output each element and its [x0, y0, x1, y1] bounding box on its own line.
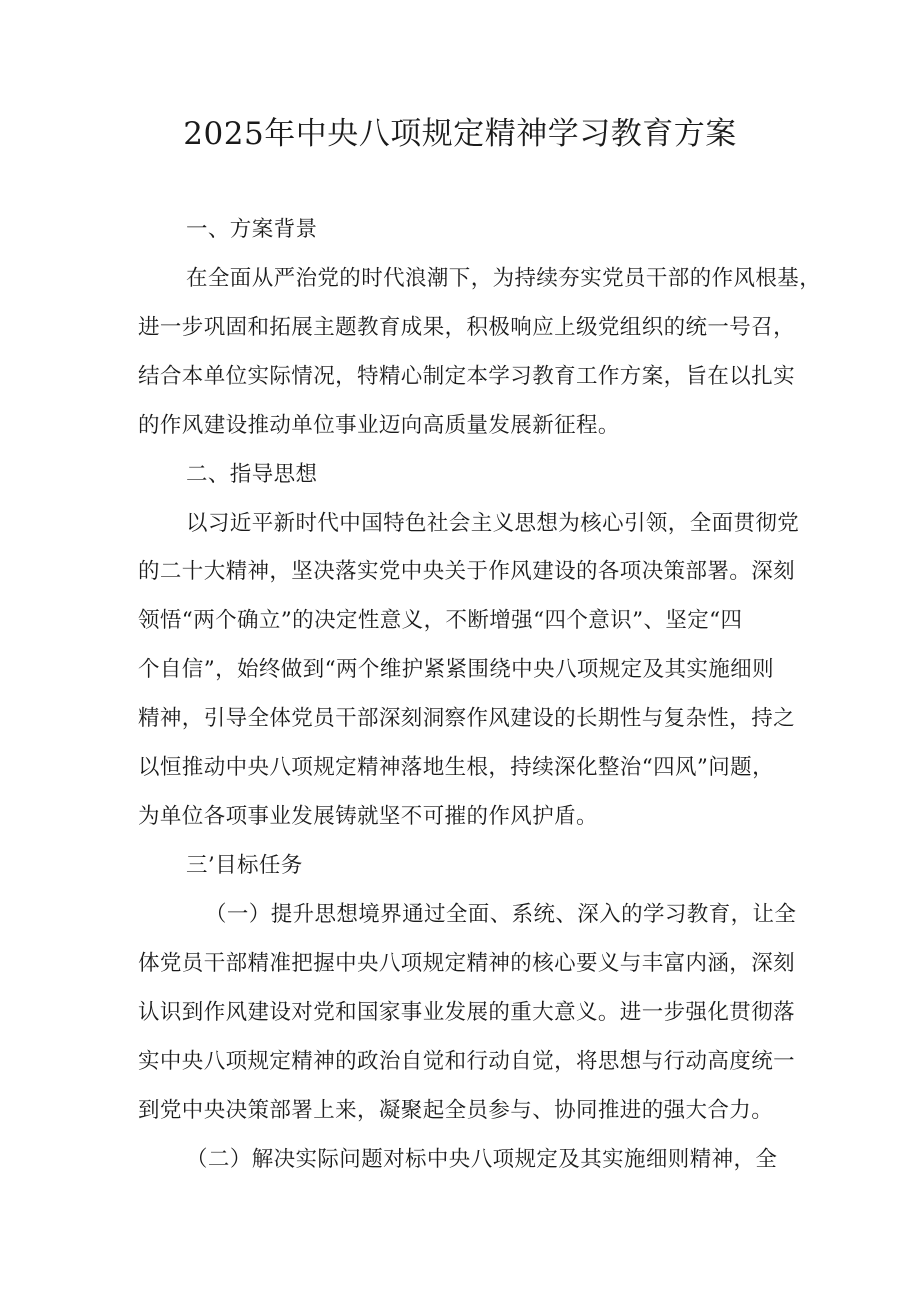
section-heading-guiding-thought: 二、指导思想: [186, 462, 318, 487]
paragraph-line: 个自信”，始终做到“两个维护紧紧围绕中央八项规定及其实施细则: [138, 657, 774, 682]
paragraph-line: （一）提升思想境界通过全面、系统、深入的学习教育，让全: [205, 902, 797, 927]
paragraph-line: 实中央八项规定精神的政治自觉和行动自觉，将思想与行动高度统一: [138, 1049, 796, 1074]
paragraph-line: 以恒推动中央八项规定精神落地生根，持续深化整治“四风”问题，: [138, 755, 774, 780]
paragraph-line: 到党中央决策部署上来，凝聚起全员参与、协同推进的强大合力。: [138, 1098, 774, 1123]
paragraph-line: 以习近平新时代中国特色社会主义思想为核心引领，全面贯彻党: [186, 511, 800, 536]
paragraph-line: 进一步巩固和拓展主题教育成果，积极响应上级党组织的统一号召，: [138, 315, 796, 340]
section-heading-goals: 三’目标任务: [186, 853, 303, 878]
paragraph-line: （二）解决实际问题对标中央八项规定及其实施细则精神，全: [186, 1147, 778, 1172]
paragraph-line: 在全面从严治党的时代浪潮下，为持续夯实党员干部的作风根基，: [186, 266, 822, 291]
paragraph-line: 结合本单位实际情况，特精心制定本学习教育工作方案，旨在以扎实: [138, 364, 796, 389]
paragraph-line: 的作风建设推动单位事业迈向高质量发展新征程。: [138, 413, 620, 438]
paragraph-line: 精神，引导全体党员干部深刻洞察作风建设的长期性与复杂性，持之: [138, 706, 796, 731]
paragraph-line: 为单位各项事业发展铸就坚不可摧的作风护盾。: [138, 804, 598, 829]
paragraph-line: 领悟“两个确立”的决定性意义，不断增强“四个意识”、坚定“四: [138, 608, 743, 633]
paragraph-line: 体党员干部精准把握中央八项规定精神的核心要义与丰富内涵，深刻: [138, 951, 796, 976]
section-heading-background: 一、方案背景: [186, 217, 318, 242]
paragraph-line: 的二十大精神，坚决落实党中央关于作风建设的各项决策部署。深刻: [138, 559, 796, 584]
document-title: 2025年中央八项规定精神学习教育方案: [183, 116, 737, 152]
paragraph-line: 认识到作风建设对党和国家事业发展的重大意义。进一步强化贯彻落: [138, 1000, 796, 1025]
